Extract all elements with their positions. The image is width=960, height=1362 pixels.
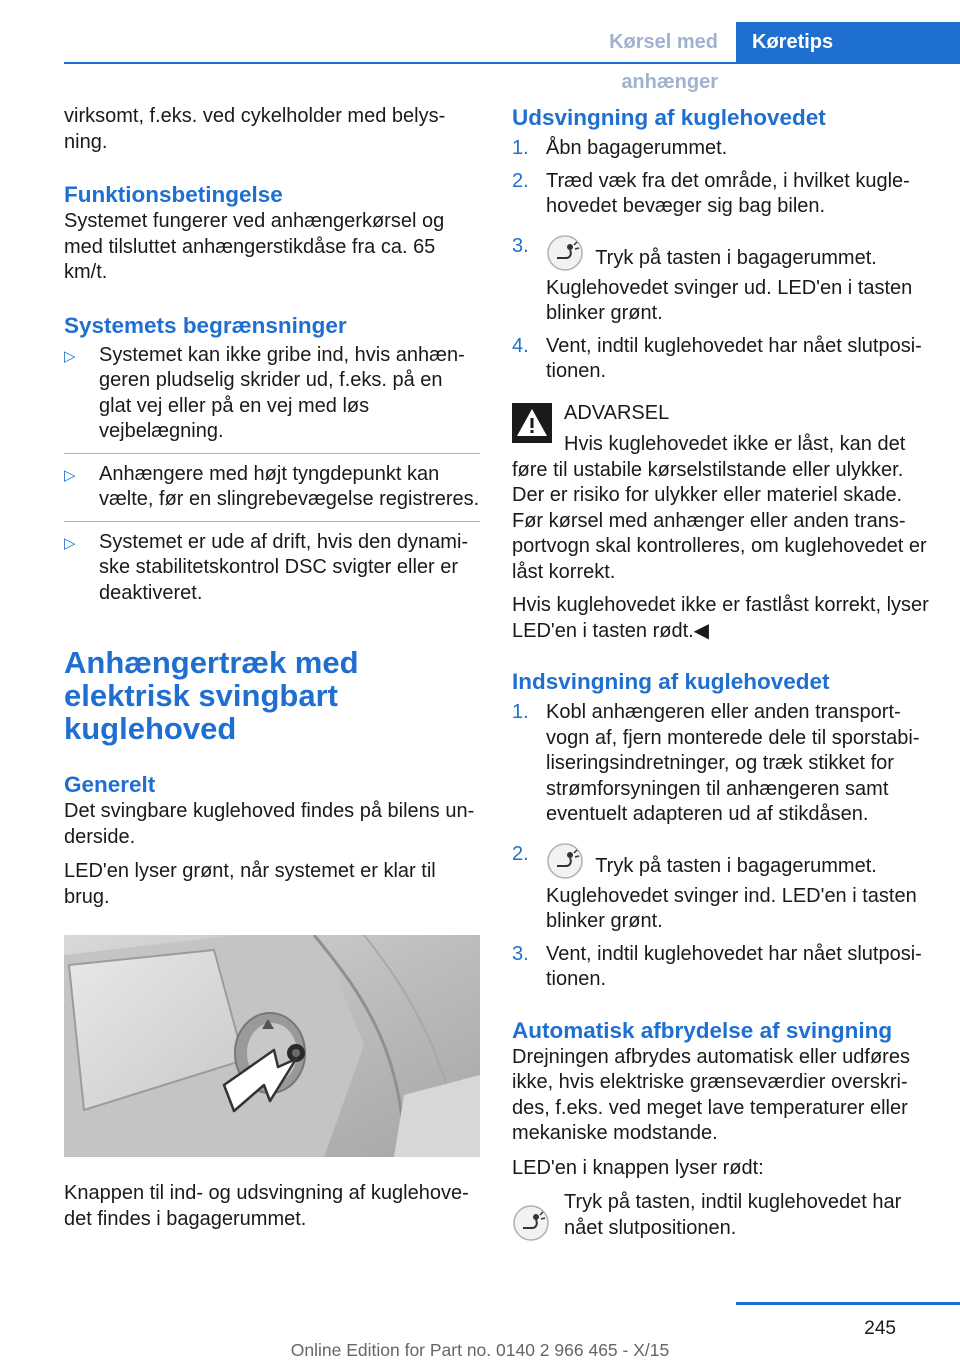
list-item: ▷ Systemet kan ikke gribe ind, hvis anhæn-geren pludselig skrider ud, f.eks. på en glat vej eller på en vej med løs vejbelægning. <box>64 343 465 442</box>
in-steps <box>512 700 932 993</box>
list-item: 2. Tryk på tasten i bagagerummet. Kuglehovedet svinger ind. LED'en i tasten blinker grønt. <box>512 842 917 932</box>
general-text-1: Det svingbare kuglehoved findes på bilens un-derside. <box>64 800 475 848</box>
triangle-bullet-icon: ▷ <box>64 347 76 365</box>
trunk-interior-illustration <box>64 935 480 1157</box>
led-action <box>512 1190 932 1241</box>
list-divider <box>64 521 480 522</box>
trailer-hitch-button-icon <box>546 842 584 880</box>
heading-funktionsbetingelse: Funktionsbetingelse <box>64 182 283 207</box>
left-column <box>64 100 480 1232</box>
triangle-bullet-icon: ▷ <box>64 534 76 552</box>
list-item: 2. Træd væk fra det område, i hvilket kugle-hovedet bevæger sig bag bilen. <box>512 169 910 217</box>
auto-text: Drejningen afbrydes automatisk eller udføres ikke, hvis elektriske grænseværdier overskri-des, f.eks. ved meget lave temperaturer eller mekaniske modstande. <box>512 1045 910 1144</box>
out-steps <box>512 136 932 385</box>
heading-generelt: Generelt <box>64 772 156 797</box>
warning-label: ADVARSEL <box>564 401 670 424</box>
warning-text-2: Hvis kuglehovedet ikke er fastlåst korrekt, lyser LED'en i tasten rødt.◀ <box>512 594 929 642</box>
list-item: 4. Vent, indtil kuglehovedet har nået slutposi-tionen. <box>512 334 922 382</box>
warning-text: Hvis kuglehovedet ikke er låst, kan det føre til ustabile kørselstilstande eller ulykker. Der er risiko for ulykker eller materiel skade. Før kørsel med anhænger eller anden trans-portvogn skal kontrolleres, om kuglehovedet er låst korrekt. <box>512 433 927 583</box>
header-chapter-tab: Køretips <box>736 22 960 62</box>
list-item: ▷ Anhængere med højt tyngdepunkt kan vælte, før en slingrebevægelse registreres. <box>64 462 480 510</box>
page-number: 245 <box>864 1318 896 1339</box>
list-item: ▷ Systemet er ude af drift, hvis den dynami-ske stabilitetskontrol DSC svigter eller er deaktiveret. <box>64 530 469 604</box>
right-column <box>512 104 932 1241</box>
trailer-hitch-button-icon <box>512 1204 550 1242</box>
led-action-text: Tryk på tasten, indtil kuglehovedet har nået slutpositionen. <box>564 1191 902 1239</box>
header-section-title: Kørsel med anhænger <box>609 31 718 93</box>
general-text-2: LED'en lyser grønt, når systemet er klar til brug. <box>64 860 436 908</box>
heading-indsvingning: Indsvingning af kuglehovedet <box>512 669 830 694</box>
warning-box <box>512 401 932 645</box>
heading-systemets-begraensninger: Systemets begrænsninger <box>64 312 347 338</box>
func-text: Systemet fungerer ved anhængerkørsel og med tilsluttet anhængerstikdåse fra ca. 65 km/t. <box>64 210 445 283</box>
intro-text: virksomt, f.eks. ved cykelholder med belys-ning. <box>64 105 446 153</box>
list-item: 1. Kobl anhængeren eller anden transport-vogn af, fjern monterede dele til sporstabi-liseringsindretninger, og træk stikket for strømforsyningen til anhængeren samt eventuelt adapteren ud af stikdåsen. <box>512 701 920 825</box>
trunk-button-photo <box>64 935 480 1157</box>
heading-udsvingning: Udsvingning af kuglehovedet <box>512 105 826 130</box>
warning-triangle-icon <box>512 403 552 443</box>
trailer-hitch-button-icon <box>546 234 584 272</box>
footer-rule <box>736 1302 960 1305</box>
header-rule <box>64 62 960 64</box>
triangle-bullet-icon: ▷ <box>64 466 76 484</box>
list-divider <box>64 453 480 454</box>
chapter-title: Anhængertræk med elektrisk svingbart kuglehoved <box>64 645 359 746</box>
list-item: 3. Tryk på tasten i bagagerummet. Kuglehovedet svinger ud. LED'en i tasten blinker grønt. <box>512 234 913 324</box>
led-text: LED'en i knappen lyser rødt: <box>512 1156 764 1179</box>
limits-list <box>64 343 480 607</box>
list-item: 3. Vent, indtil kuglehovedet har nået slutposi-tionen. <box>512 942 922 990</box>
heading-automatisk-afbrydelse: Automatisk afbrydelse af svingning <box>512 1017 893 1043</box>
list-item: 1. Åbn bagagerummet. <box>512 137 728 159</box>
edition-text: Online Edition for Part no. 0140 2 966 465 - X/15 <box>290 1340 670 1360</box>
photo-caption: Knappen til ind- og udsvingning af kuglehove-det findes i bagagerummet. <box>64 1182 469 1230</box>
